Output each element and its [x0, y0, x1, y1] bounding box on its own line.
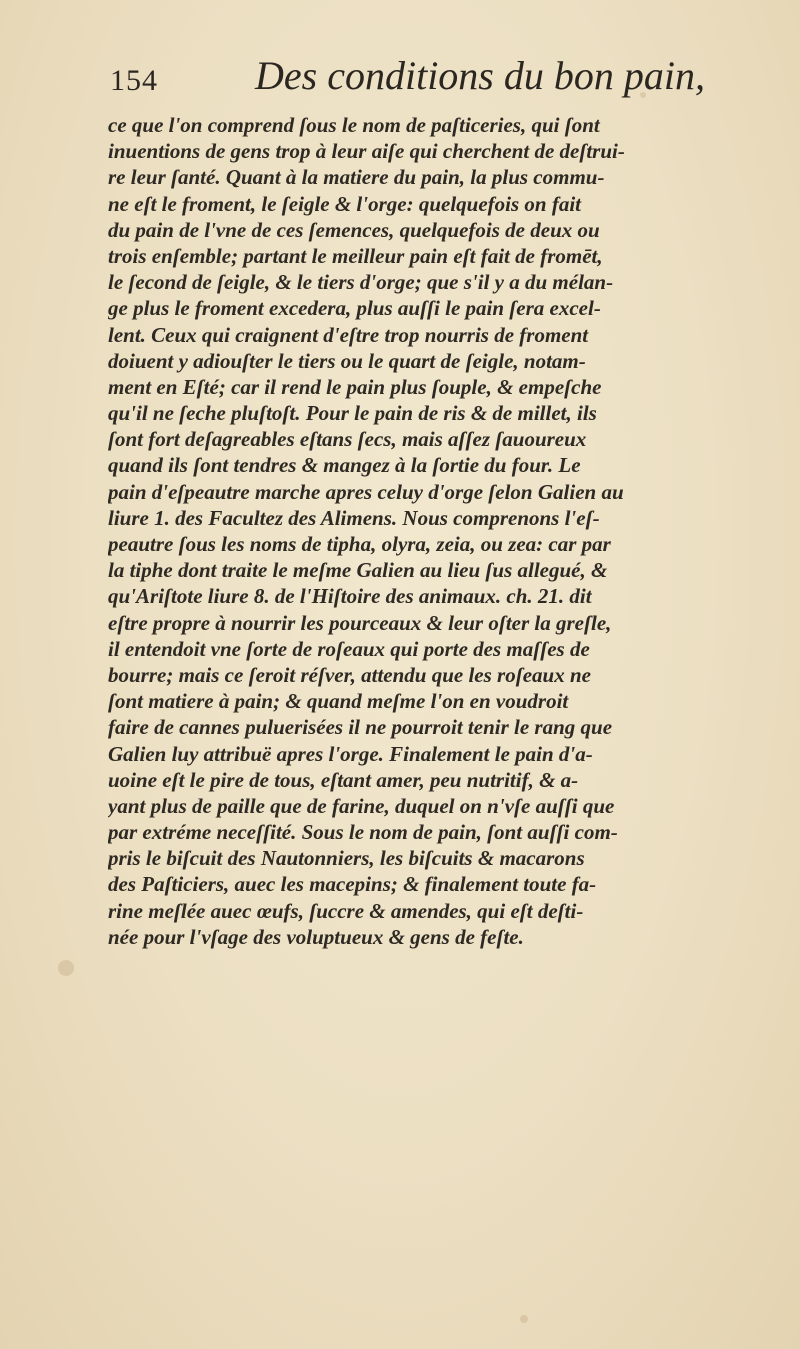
text-line: inuentions de gens trop à leur aiſe qui cherchent de deſtrui-: [108, 139, 625, 164]
text-line: pris le biſcuit des Nautonniers, les biſcuits & macarons: [108, 846, 585, 871]
text-line: qu'Ariſtote liure 8. de l'Hiſtoire des animaux. ch. 21. dit: [108, 584, 592, 609]
foxing-spot: [520, 1315, 528, 1323]
text-line: la tiphe dont traite le meſme Galien au lieu ſus allegué, &: [108, 558, 608, 583]
page-number: 154: [110, 64, 158, 97]
body-text: [108, 112, 798, 950]
text-line: faire de cannes puluerisées il ne pourroit tenir le rang que: [108, 715, 613, 740]
running-title: Des conditions du bon pain,: [255, 53, 705, 98]
text-line: peautre ſous les noms de tipha, olyra, zeia, ou zea: car par: [108, 532, 611, 556]
text-line: du pain de l'vne de ces ſemences, quelquefois de deux ou: [108, 217, 600, 242]
foxing-spot: [58, 960, 74, 976]
text-line: des Paſticiers, auec les macepins; & finalement toute fa-: [108, 872, 597, 897]
text-line: il entendoit vne ſorte de roſeaux qui porte des maſſes de: [108, 636, 590, 661]
text-line: ſont matiere à pain; & quand meſme l'on en voudroit: [108, 689, 569, 714]
text-line: liure 1. des Facultez des Alimens. Nous comprenons l'eſ-: [108, 505, 600, 530]
text-line: quand ils ſont tendres & mangez à la ſortie du four. Le: [108, 453, 581, 478]
text-line: ge plus le froment excedera, plus auſſi le pain ſera excel-: [108, 296, 601, 321]
text-line: bourre; mais ce ſeroit réſver, attendu que les roſeaux ne: [108, 662, 591, 687]
text-line: rine meſlée auec œufs, ſuccre & amendes, qui eſt deſti-: [108, 898, 584, 923]
text-line: ne eſt le froment, le ſeigle & l'orge: quelquefois on fait: [108, 191, 582, 216]
text-line: ce que l'on comprend ſous le nom de paſticeries, qui ſont: [108, 113, 600, 137]
text-line: par extréme neceſſité. Sous le nom de pain, ſont auſſi com-: [108, 820, 618, 845]
text-line: Galien luy attribuë apres l'orge. Finalement le pain d'a-: [108, 741, 593, 766]
text-line: ſont fort deſagreables eſtans ſecs, mais aſſez ſauoureux: [108, 427, 587, 452]
text-line: doiuent y adiouſter le tiers ou le quart de ſeigle, notam-: [108, 348, 586, 373]
text-line: née pour l'vſage des voluptueux & gens de feſte.: [108, 924, 524, 949]
text-line: ment en Eſté; car il rend le pain plus ſouple, & empeſche: [108, 374, 602, 399]
text-line: qu'il ne ſeche pluſtoſt. Pour le pain de ris & de millet, ils: [108, 401, 597, 426]
text-line: uoine eſt le pire de tous, eſtant amer, peu nutritif, & a-: [108, 767, 579, 792]
text-line: lent. Ceux qui craignent d'eſtre trop nourris de froment: [108, 322, 589, 347]
text-line: yant plus de paille que de farine, duquel on n'vſe auſſi que: [108, 793, 615, 818]
text-line: re leur ſanté. Quant à la matiere du pain, la plus commu-: [108, 165, 605, 190]
text-line: le ſecond de ſeigle, & le tiers d'orge; que s'il y a du mélan-: [108, 270, 614, 295]
text-line: trois enſemble; partant le meilleur pain eſt fait de fromēt,: [108, 243, 603, 268]
page-header: [110, 48, 760, 108]
text-line: pain d'eſpeautre marche apres celuy d'orge ſelon Galien au: [108, 479, 624, 504]
text-line: eſtre propre à nourrir les pourceaux & leur oſter la greſle,: [108, 610, 612, 635]
